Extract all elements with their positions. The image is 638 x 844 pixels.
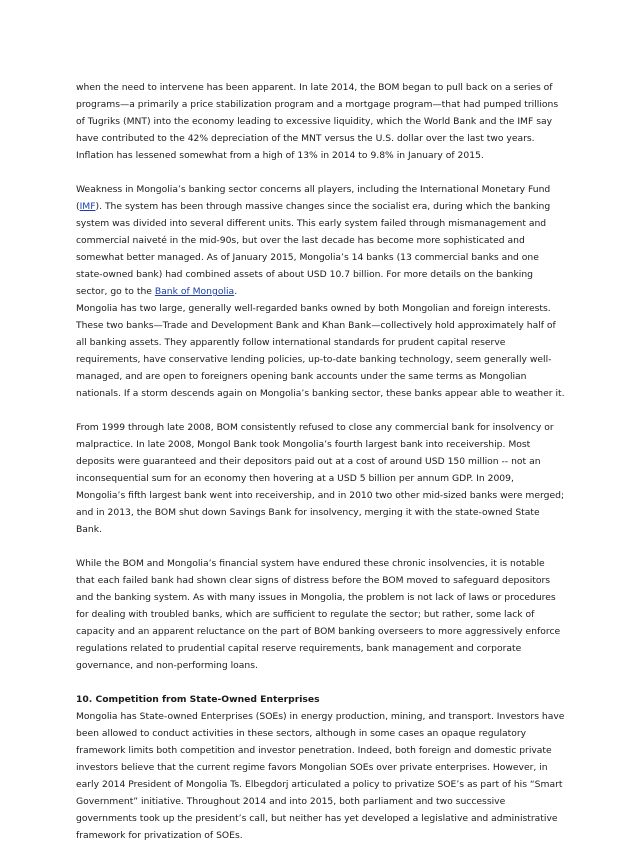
bank-of-mongolia-link[interactable]: Bank of Mongolia bbox=[154, 286, 235, 297]
paragraph-gap bbox=[76, 402, 566, 419]
paragraph-two-large-banks: Mongolia has two large, generally well-regarded banks owned by both Mongolian and foreign interests. These two banks—Trade and Development Bank and Khan Bank—collectively hold approximately half of all banking assets. They apparently follow international standards for prudent capital reserve requirements, have conservative lending policies, up-to-date banking technology, seem generally well-managed, and are open to foreigners opening bank accounts under the same terms as Mongolian nationals. If a storm descends again on Mongolia’s banking sector, these banks appear able to weather it. bbox=[76, 303, 565, 399]
paragraph-receivership-history: From 1999 through late 2008, BOM consistently refused to close any commercial bank for insolvency or malpractice. In late 2008, Mongol Bank took Mongolia’s fourth largest bank into receivership. Most deposits were guaranteed and their depositors paid out at a cost of around USD 150 million -- not an inconsequential sum for an economy then hovering at a USD 5 billion per annum GDP. In 2009, Mongolia’s fifth largest bank went into receivership, and in 2010 two other mid-sized banks were merged; and in 2013, the BOM shut down Savings Bank for insolvency, merging it with the state-owned State Bank. bbox=[76, 422, 565, 535]
paragraph-text: . bbox=[234, 286, 238, 297]
paragraph-inflation: when the need to intervene has been apparent. In late 2014, the BOM began to pull back on a series of programs—a primarily a price stabilization program and a mortgage program—that had pumped trillions of Tugriks (MNT) into the economy leading to excessive liquidity, which the World Bank and the IMF say have contributed to the 42% depreciation of the MNT versus the U.S. dollar over the last two years. Inflation has lessened somewhat from a high of 13% in 2014 to 9.8% in January of 2015. bbox=[76, 82, 559, 161]
section-heading: 10. Competition from State-Owned Enterprises bbox=[76, 694, 320, 705]
paragraph-soe: Mongolia has State-owned Enterprises (SOEs) in energy production, mining, and transport. Investors have been allowed to conduct activities in these sectors, although in some cases an opaque regulatory framework limits both competition and investor penetration. Indeed, both foreign and domestic private investors believe that the current regime favors Mongolian SOEs over private enterprises. However, in early 2014 President of Mongolia Ts. Elbegdorj articulated a policy to privatize SOE’s as part of his “Smart Government” initiative. Throughout 2014 and into 2015, both parliament and two successive governments took up the president’s call, but neither has yet developed a legislative and administrative framework for privatization of SOEs. bbox=[76, 711, 565, 841]
paragraph-banking-weakness bbox=[76, 181, 566, 300]
document-page bbox=[76, 79, 566, 844]
paragraph-gap bbox=[76, 674, 566, 691]
paragraph-text: Weakness in Mongolia’s banking sector concerns all players, including the International Monetary Fund ( bbox=[76, 184, 551, 212]
paragraph-insolvencies: While the BOM and Mongolia’s financial system have endured these chronic insolvencies, it is notable that each failed bank had shown clear signs of distress before the BOM moved to safeguard depositors and the banking system. As with many issues in Mongolia, the problem is not lack of laws or procedures for dealing with troubled banks, which are sufficient to regulate the sector; but rather, some lack of capacity and an apparent reluctance on the part of BOM banking overseers to more aggressively enforce regulations related to prudential capital reserve requirements, bank management and corporate governance, and non-performing loans. bbox=[76, 558, 561, 671]
paragraph-gap bbox=[76, 538, 566, 555]
imf-link[interactable]: IMF bbox=[79, 201, 96, 212]
paragraph-gap bbox=[76, 164, 566, 181]
paragraph-text: ). The system has been through massive changes since the socialist era, during which the banking system was divided into several different units. This early system failed through mismanagement and commercial naiveté in the mid-90s, but over the last decade has become more sophisticated and somewhat better managed. As of January 2015, Mongolia’s 14 banks (13 commercial banks and one state-owned bank) had combined assets of about USD 10.7 billion. For more details on the banking sector, go to the bbox=[76, 201, 551, 297]
